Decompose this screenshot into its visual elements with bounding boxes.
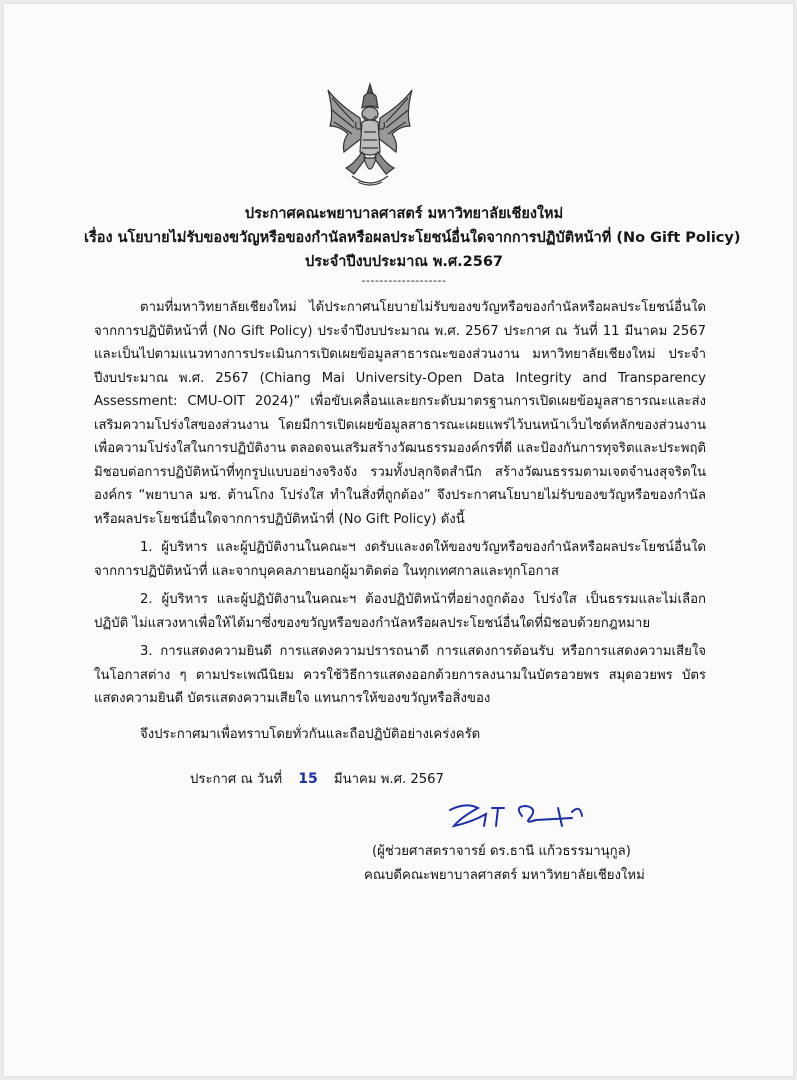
announcement-subject: เรื่อง นโยบายไม่รับของขวัญหรือของกำนัลหรือผลประโยชน์อื่นใดจากการปฏิบัติหน้าที่ (No Gift Policy) xyxy=(84,230,741,246)
policy-item-3: 3. การแสดงความยินดี การแสดงความปรารถนาดี การแสดงการต้อนรับ หรือการแสดงความเสียใจ ในโอกาสต่าง ๆ ตามประเพณีนิยม ควรใช้วิธีการแสดงออกด้วยการลงนามในบัตรอวยพร สมุดอวยพร บัตรแสดงความยินดี บัตรแสดงความเสียใจ แทนการให้ของขวัญหรือสิ่งของ xyxy=(94,644,706,706)
garuda-emblem xyxy=(324,82,416,190)
document-page xyxy=(4,4,793,1076)
title-divider: ------------------- xyxy=(361,274,447,287)
closing-paragraph: จึงประกาศมาเพื่อทราบโดยทั่วกันและถือปฏิบัติอย่างเคร่งครัด xyxy=(140,726,481,742)
signer-name: (ผู้ช่วยศาสตราจารย์ ดร.ธานี แก้วธรรมานุกูล) xyxy=(372,844,631,859)
signer-position: คณบดีคณะพยาบาลศาสตร์ มหาวิทยาลัยเชียงใหม่ xyxy=(364,868,645,883)
date-suffix: มีนาคม พ.ศ. 2567 xyxy=(333,772,444,787)
policy-item-2: 2. ผู้บริหาร และผู้ปฏิบัติงานในคณะฯ ต้องปฏิบัติหน้าที่อย่างถูกต้อง โปร่งใส เป็นธรรมและไม่เลือกปฏิบัติ ไม่แสวงหาเพื่อให้ได้มาซึ่งของขวัญหรือของกำนัลหรือผลประโยชน์อื่นใดที่มิชอบด้วยกฎหมาย xyxy=(94,592,706,631)
fiscal-year-line: ประจำปีงบประมาณ พ.ศ.2567 xyxy=(304,254,504,270)
intro-paragraph: ตามที่มหาวิทยาลัยเชียงใหม่ ได้ประกาศนโยบายไม่รับของขวัญหรือของกำนัลหรือผลประโยชน์อื่นใดจากการปฏิบัติหน้าที่ (No Gift Policy) ประจำปีงบประมาณ พ.ศ. 2567 ประกาศ ณ วันที่ 11 มีนาคม 2567 และเป็นไปตามแนวทางการประเมินการเปิดเผยข้อมูลสาธารณะของส่วนงาน มหาวิทยาลัยเชียงใหม่ ประจำปีงบประมาณ พ.ศ. 2567 (Chiang Mai University-Open Data Integrity and Transparency Assessment: CMU-OIT 2024)” เพื่อขับเคลื่อนและยกระดับมาตรฐานการเปิดเผยข้อมูลสาธารณะและส่งเสริมความโปร่งใสของส่วนงาน โดยมีการเปิดเผยข้อมูลสาธารณะเผยแพร่ไว้บนหน้าเว็บไซต์หลักของส่วนงาน เพื่อความโปร่งใสในการปฏิบัติงาน ตลอดจนเสริมสร้างวัฒนธรรมองค์กรที่ดี และป้องกันการทุจริตและประพฤติมิชอบต่อการปฏิบัติหน้าที่ทุกรูปแบบอย่างจริงจัง รวมทั้งปลุกจิตสำนึก สร้างวัฒนธรรมตามเจตจำนงสุจริตในองค์กร “พยาบาล มช. ต้านโกง โปร่งใส ทำในสิ่งที่ถูกต้อง” จึงประกาศนโยบายไม่รับของขวัญหรือของกำนัลหรือผลประโยชน์อื่นใดจากการปฏิบัติหน้าที่ (No Gift Policy) ดังนี้ xyxy=(94,300,706,527)
announcement-body xyxy=(94,296,706,746)
handwritten-signature xyxy=(444,796,604,836)
date-prefix: ประกาศ ณ วันที่ xyxy=(190,772,283,787)
date-day: 15 xyxy=(298,771,318,787)
announcement-date xyxy=(190,768,444,789)
policy-item-1: 1. ผู้บริหาร และผู้ปฏิบัติงานในคณะฯ งดรับและงดให้ของขวัญหรือของกำนัลหรือผลประโยชน์อื่นใดจากการปฏิบัติหน้าที่ และจากบุคคลภายนอกผู้มาติดต่อ ในทุกเทศกาลและทุกโอกาส xyxy=(94,540,706,579)
announcement-title: ประกาศคณะพยาบาลศาสตร์ มหาวิทยาลัยเชียงใหม่ xyxy=(244,206,564,222)
